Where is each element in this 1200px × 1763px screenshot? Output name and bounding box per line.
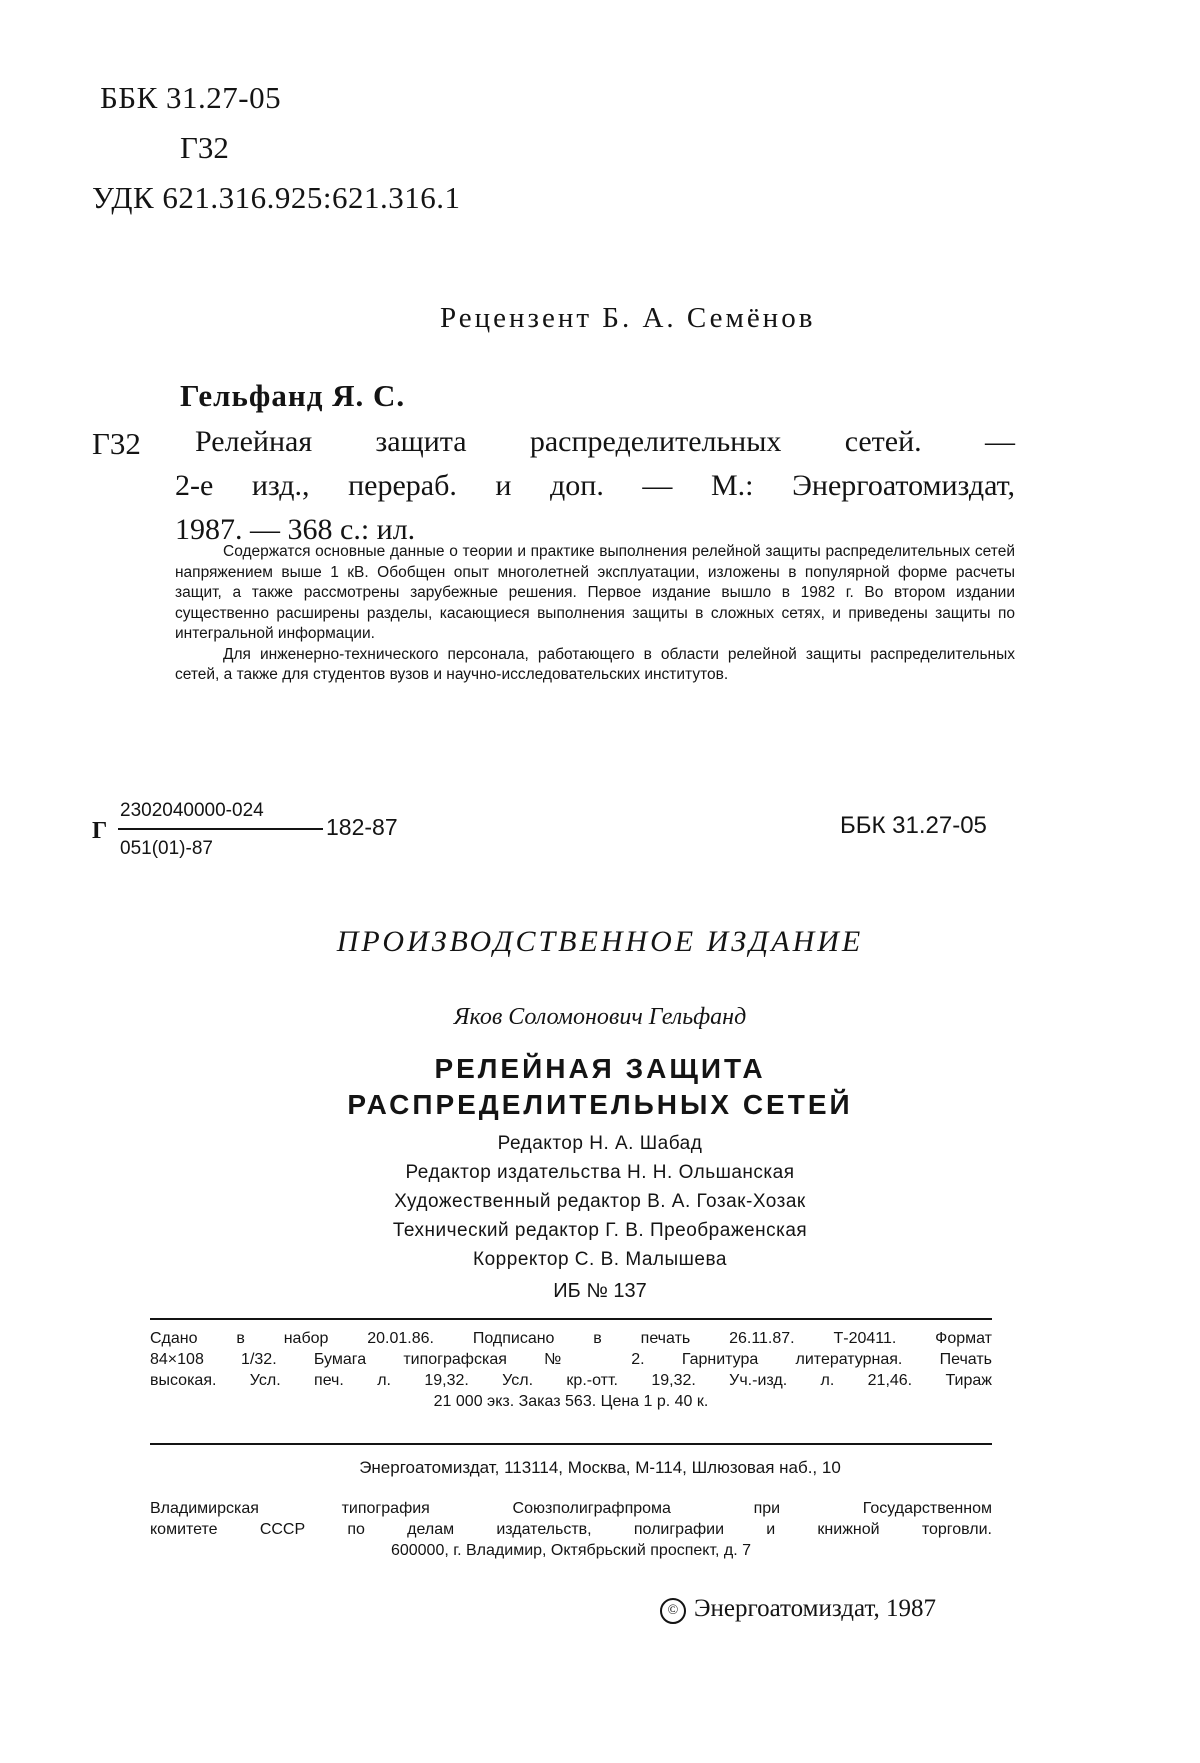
publisher-address: Энергоатомиздат, 113114, Москва, М-114, Шлюзовая наб., 10 — [359, 1458, 841, 1477]
catalog-index-letter: Г — [92, 818, 108, 844]
copyright-text: Энергоатомиздат, 1987 — [694, 1595, 937, 1622]
reviewer-text: Рецензент Б. А. Семёнов — [440, 302, 816, 334]
bibliographic-entry — [175, 420, 1015, 552]
printer-info-line: 600000, г. Владимир, Октябрьский проспект, д. 7 — [390, 1542, 752, 1559]
ib-number: ИБ № 137 — [553, 1280, 647, 1302]
catalog-index-numerator: 2302040000-024 — [120, 800, 264, 821]
author-heading: Гельфанд Я. С. — [180, 378, 406, 413]
bibliographic-line: 1987. — 368 с.: ил. — [175, 513, 416, 546]
printer-info-line: комитете СССР по делам издательств, полиграфии и книжной торговли. — [150, 1521, 992, 1538]
bibliographic-line: 2-е изд., перераб. и доп. — М.: Энергоатомиздат, — [175, 469, 1015, 502]
print-info-line: 84×108 1/32. Бумага типографская № 2. Гарнитура литературная. Печать — [150, 1351, 992, 1368]
credit-line: Художественный редактор В. А. Гозак-Хозак — [394, 1191, 806, 1212]
abstract-paragraph: Содержатся основные данные о теории и практике выполнения релейной защиты распределительных сетей напряжением выше 1 кВ. Обобщен опыт многолетней эксплуатации, изложены в популярной форме расчеты защит, а также рассмотрены зарубежные решения. Первое издание вышло в 1982 г. Во втором издании существенно расширены разделы, касающиеся выполнения защиты в сложных сетях, и приведены защиты по интегральной информации. — [175, 543, 1015, 642]
divider-bottom — [150, 1443, 992, 1445]
print-info-line: высокая. Усл. печ. л. 19,32. Усл. кр.-отт. 19,32. Уч.-изд. л. 21,46. Тираж — [150, 1372, 992, 1389]
full-author-name: Яков Соломонович Гельфанд — [453, 1004, 747, 1030]
print-info-line: Сдано в набор 20.01.86. Подписано в печать 26.11.87. Т-20411. Формат — [150, 1330, 992, 1347]
book-title-line-2: РАСПРЕДЕЛИТЕЛЬНЫХ СЕТЕЙ — [347, 1089, 853, 1120]
copyright-icon: © — [660, 1598, 686, 1624]
printer-info — [150, 1498, 992, 1561]
printer-info-line: Владимирская типография Союзполиграфпрома при Государственном — [150, 1500, 992, 1517]
print-info — [150, 1328, 992, 1412]
bbk-header: ББК 31.27-05 — [100, 80, 282, 115]
genre-label: ПРОИЗВОДСТВЕННОЕ ИЗДАНИЕ — [336, 925, 864, 958]
credit-line: Редактор Н. А. Шабад — [497, 1133, 703, 1154]
credit-line: Корректор С. В. Малышева — [473, 1249, 727, 1270]
catalog-index-fraction-line — [118, 828, 323, 830]
udk-code: УДК 621.316.925:621.316.1 — [92, 180, 461, 215]
catalog-index-suffix: 182-87 — [326, 814, 398, 840]
abstract — [175, 542, 1015, 686]
book-title-line-1: РЕЛЕЙНАЯ ЗАЩИТА — [434, 1053, 766, 1084]
bibliographic-line: Релейная защита распределительных сетей. — — [195, 425, 1015, 458]
bibliographic-code: Г32 — [92, 426, 141, 461]
print-info-line: 21 000 экз. Заказ 563. Цена 1 р. 40 к. — [433, 1393, 709, 1410]
copyright — [660, 1595, 936, 1624]
author-code-top: Г32 — [180, 130, 229, 165]
catalog-index-denominator: 051(01)-87 — [120, 838, 213, 859]
divider-top — [150, 1318, 992, 1320]
bbk-right: ББК 31.27-05 — [840, 812, 987, 839]
credit-line: Технический редактор Г. В. Преображенская — [392, 1220, 808, 1241]
credit-line: Редактор издательства Н. Н. Ольшанская — [405, 1162, 795, 1183]
abstract-paragraph: Для инженерно-технического персонала, работающего в области релейной защиты распределительных сетей, а также для студентов вузов и научно-исследовательских институтов. — [175, 645, 1015, 683]
